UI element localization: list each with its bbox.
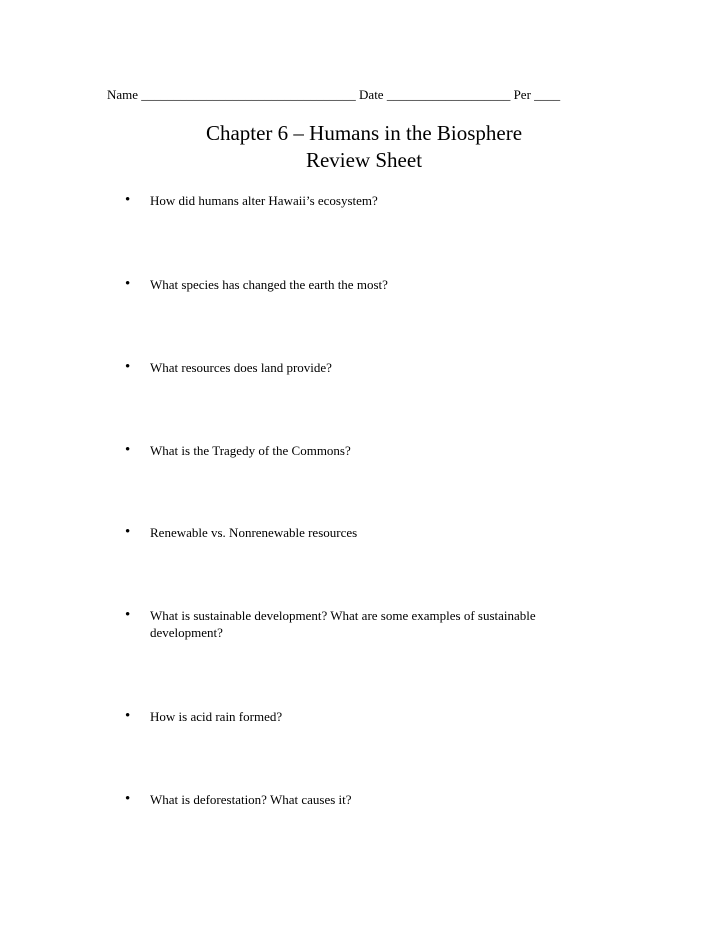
question-text: What resources does land provide? xyxy=(150,360,332,375)
question-text: How did humans alter Hawaii’s ecosystem? xyxy=(150,193,378,208)
question-text: What is sustainable development? What are some examples of sustainable development? xyxy=(150,608,536,640)
question-text: What is deforestation? What causes it? xyxy=(150,792,352,807)
bullet-icon: • xyxy=(125,708,131,724)
bullet-icon: • xyxy=(125,359,131,375)
bullet-icon: • xyxy=(125,192,131,208)
bullet-icon: • xyxy=(125,524,131,540)
question-text: What is the Tragedy of the Commons? xyxy=(150,443,351,458)
name-date-period-line: Name _________________________________ Date ___________________ Per ____ xyxy=(107,87,561,102)
bullet-icon: • xyxy=(125,607,131,623)
bullet-icon: • xyxy=(125,442,131,458)
title-chapter: Chapter 6 – Humans in the Biosphere xyxy=(205,121,523,145)
question-text: How is acid rain formed? xyxy=(150,709,283,724)
question-text: What species has changed the earth the most? xyxy=(150,277,388,292)
bullet-icon: • xyxy=(125,791,131,807)
worksheet-title xyxy=(0,120,728,174)
title-subtitle: Review Sheet xyxy=(305,148,423,172)
question-text: Renewable vs. Nonrenewable resources xyxy=(150,525,358,540)
bullet-icon: • xyxy=(125,276,131,292)
